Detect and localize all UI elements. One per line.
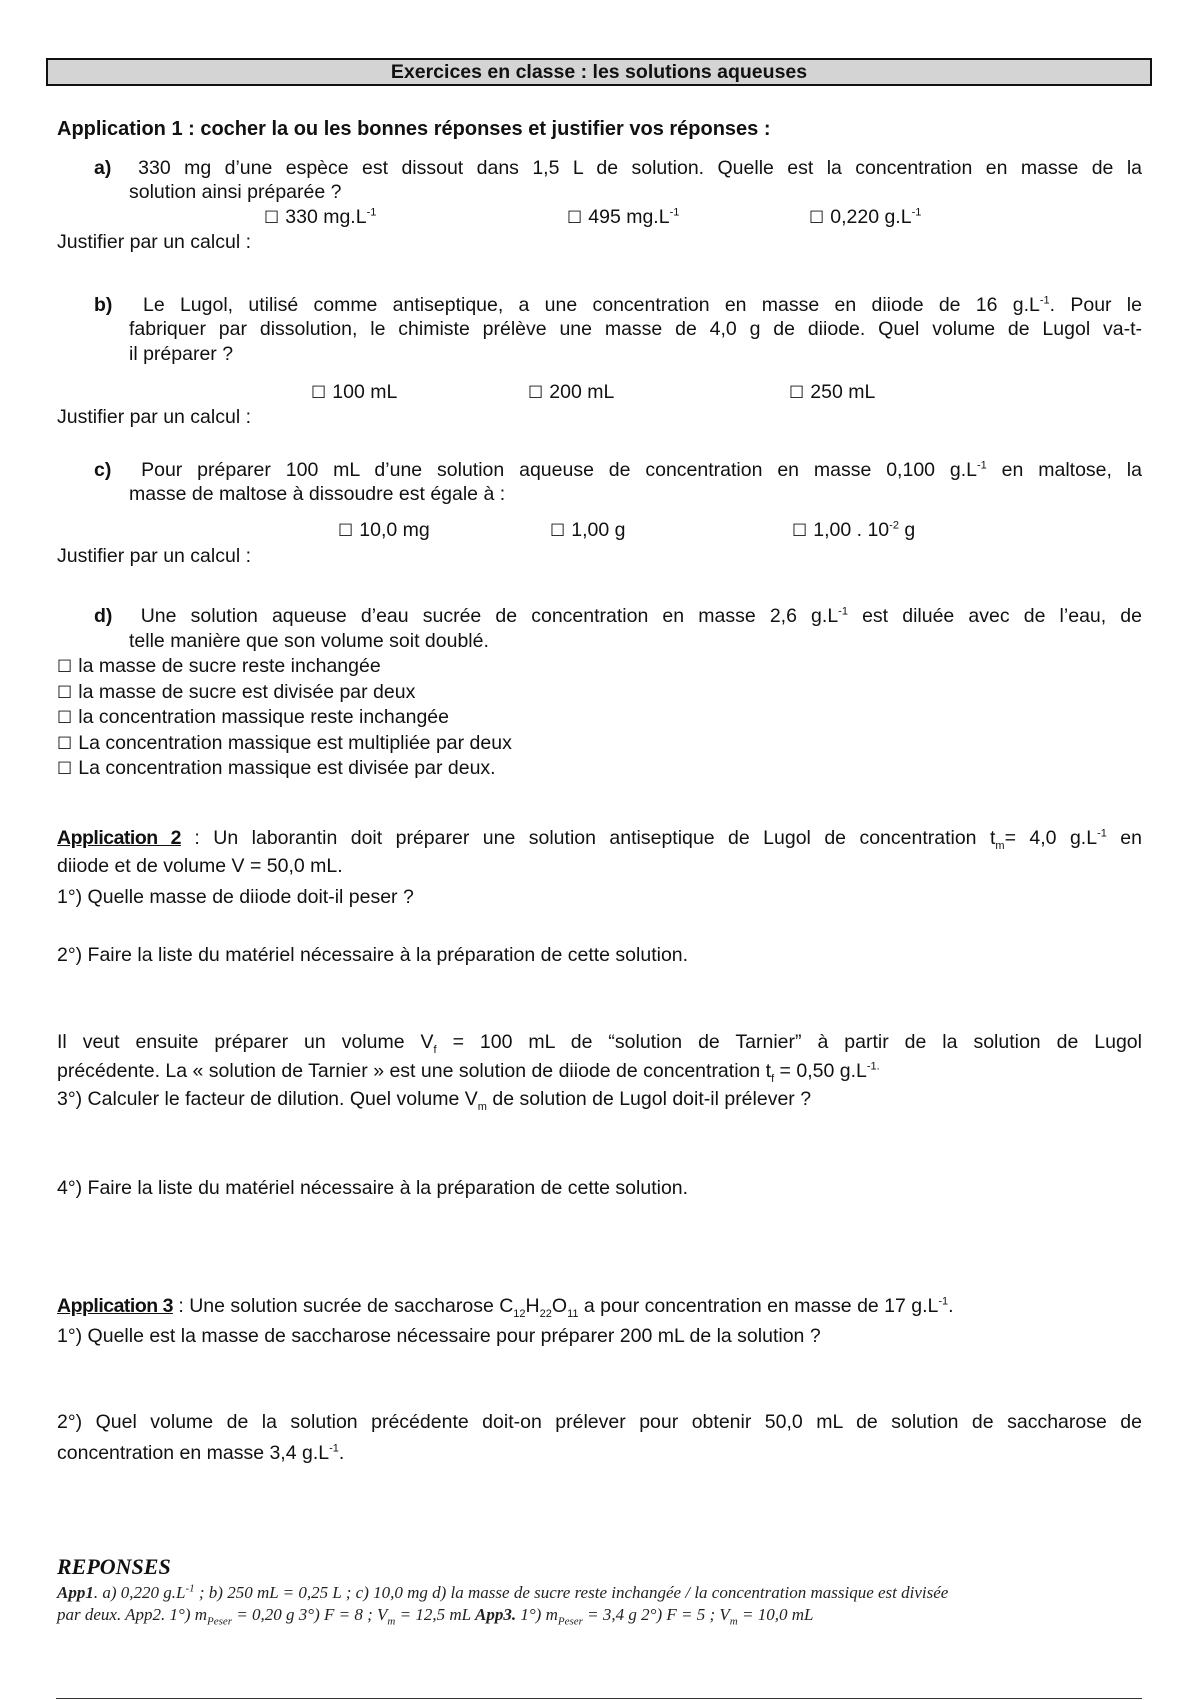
- app2-part2-text2: = 100 mL de “solution de Tarnier” à partir de la solution de Lugol: [436, 1031, 1142, 1053]
- option-a2[interactable]: [567, 205, 679, 230]
- reponses-text7: = 3,4 g 2°) F = 5 ; V: [582, 1605, 730, 1624]
- option-d2-text: la masse de sucre est divisée par deux: [78, 681, 416, 703]
- option-d4-text: La concentration massique est multipliée par deux: [78, 732, 512, 754]
- app2-part2-text: Il veut ensuite préparer un volume V: [57, 1031, 434, 1053]
- exp: -1: [977, 459, 987, 472]
- question-d-text-end: est diluée avec de l’eau, de: [847, 605, 1142, 627]
- app1-heading: Application 1 : cocher la ou les bonnes réponses et justifier vos réponses :: [57, 118, 771, 140]
- exp: -1.: [866, 1060, 880, 1073]
- app2-intro-line1: [57, 826, 1142, 850]
- exp: -1: [838, 605, 848, 618]
- footer-divider: [56, 1698, 1142, 1699]
- question-d-line2: telle manière que son volume soit doublé.: [129, 630, 489, 652]
- justify-c: Justifier par un calcul :: [57, 545, 252, 567]
- app2-part2-line1: [57, 1030, 1142, 1054]
- question-c-text-end: en maltose, la: [986, 459, 1142, 481]
- exp: -1: [1097, 827, 1107, 840]
- option-d5[interactable]: [57, 756, 496, 781]
- question-c-line1: [94, 458, 1142, 482]
- formula-o: O: [551, 1295, 568, 1317]
- exp: -2: [889, 519, 899, 532]
- exp: -1: [366, 206, 377, 219]
- app2-q3-text2: de solution de Lugol doit-il prélever ?: [486, 1088, 812, 1110]
- question-b-line2: fabriquer par dissolution, le chimiste prélève une masse de 4,0 g de diiode. Quel volume de Lugol va-t-: [129, 318, 1142, 340]
- sub: 22: [539, 1307, 552, 1320]
- app2-intro-text: : Un laborantin doit préparer une solution antiseptique de Lugol de concentration t: [180, 827, 996, 849]
- sub: 11: [567, 1307, 579, 1320]
- app3-q2-text: concentration en masse 3,4 g.L: [57, 1442, 330, 1464]
- option-c1[interactable]: [338, 518, 430, 543]
- question-b-line1: [94, 293, 1142, 317]
- option-d5-text: La concentration massique est divisée par deux.: [78, 757, 496, 779]
- app3-q2-line1: 2°) Quel volume de la solution précédente doit-on prélever pour obtenir 50,0 mL de solution de saccharose de: [57, 1411, 1142, 1433]
- reponses-line1: [57, 1582, 948, 1603]
- reponses-text4: = 0,20 g 3°) F = 8 ; V: [232, 1605, 388, 1624]
- option-c3-text: 1,00 . 10: [813, 519, 890, 541]
- exp: -1: [1039, 294, 1050, 307]
- app2-part2-text3: précédente. La « solution de Tarnier » est une solution de diiode de concentration t: [57, 1060, 772, 1082]
- app3-q1: 1°) Quelle est la masse de saccharose nécessaire pour préparer 200 mL de la solution ?: [57, 1325, 821, 1347]
- app2-q2: 2°) Faire la liste du matériel nécessaire à la préparation de cette solution.: [57, 944, 689, 966]
- exp: -1: [938, 1295, 949, 1308]
- reponses-text5: = 12,5 mL: [395, 1605, 476, 1624]
- option-b2[interactable]: [528, 380, 614, 405]
- app3-intro: [57, 1294, 954, 1318]
- option-c2-text: 1,00 g: [571, 519, 626, 541]
- app2-q4: 4°) Faire la liste du matériel nécessaire à la préparation de cette solution.: [57, 1177, 689, 1199]
- option-a1[interactable]: [264, 205, 376, 230]
- option-c2[interactable]: [550, 518, 625, 543]
- sub: f: [771, 1072, 775, 1085]
- question-a-line2: solution ainsi préparée ?: [129, 181, 342, 203]
- option-b3-text: 250 mL: [810, 381, 876, 403]
- option-c1-text: 10,0 mg: [359, 519, 430, 541]
- app2-q1: 1°) Quelle masse de diiode doit-il peser ?: [57, 886, 414, 908]
- app2-intro-line2: diiode et de volume V = 50,0 mL.: [57, 855, 343, 877]
- formula-h: H: [525, 1295, 540, 1317]
- question-a-label: a): [94, 157, 112, 179]
- sub: 12: [513, 1307, 526, 1320]
- question-d-line1: [94, 604, 1142, 628]
- app3-intro-text3: .: [948, 1295, 954, 1317]
- page-title: Exercices en classe : les solutions aqueuses: [46, 58, 1152, 86]
- option-d3-text: la concentration massique reste inchangée: [78, 706, 449, 728]
- sub: f: [433, 1043, 437, 1056]
- sub: Peser: [557, 1615, 583, 1628]
- option-d1-text: la masse de sucre reste inchangée: [78, 655, 381, 677]
- option-b3[interactable]: [789, 380, 875, 405]
- question-b-text-end: . Pour le: [1049, 294, 1142, 316]
- reponses-heading: REPONSES: [57, 1554, 171, 1579]
- app3-label: Application 3: [57, 1295, 173, 1317]
- option-c3-unit: g: [898, 519, 916, 541]
- app2-intro-text2: = 4,0 g.L: [1004, 827, 1098, 849]
- option-a3[interactable]: [809, 205, 921, 230]
- justify-b: Justifier par un calcul :: [57, 406, 252, 428]
- question-b-label: b): [94, 294, 113, 316]
- reponses-text: . a) 0,220 g.L: [93, 1583, 186, 1602]
- option-a3-text: 0,220 g.L: [830, 206, 912, 228]
- question-b-line3: il préparer ?: [129, 343, 234, 365]
- sub: Peser: [207, 1615, 233, 1628]
- sub: m: [729, 1615, 738, 1628]
- app2-part2-text4: = 0,50 g.L: [774, 1060, 867, 1082]
- option-d2[interactable]: [57, 680, 415, 705]
- option-d1[interactable]: [57, 654, 381, 679]
- question-c-label: c): [94, 459, 112, 481]
- reponses-text8: = 10,0 mL: [737, 1605, 814, 1624]
- question-c-text: Pour préparer 100 mL d’une solution aqueuse de concentration en masse 0,100 g.L: [141, 459, 977, 481]
- exp: -1: [329, 1442, 339, 1455]
- sub: m: [387, 1615, 396, 1628]
- option-b1[interactable]: [311, 380, 397, 405]
- option-d3[interactable]: [57, 705, 449, 730]
- app2-part2-line2: [57, 1059, 880, 1083]
- reponses-line2: [57, 1604, 814, 1628]
- app3-q2-text2: .: [338, 1442, 345, 1464]
- app2-label: Application 2: [57, 827, 181, 849]
- option-d4[interactable]: [57, 731, 512, 756]
- reponses-app3-label: App3.: [475, 1605, 517, 1624]
- option-b1-text: 100 mL: [332, 381, 398, 403]
- question-a-text: 330 mg d’une espèce est dissout dans 1,5 L de solution. Quelle est la concentration en masse de la: [138, 157, 1142, 179]
- option-c3[interactable]: [792, 518, 915, 543]
- reponses-text3: par deux. App2. 1°) m: [57, 1605, 208, 1624]
- app2-q3-text: 3°) Calculer le facteur de dilution. Quel volume V: [57, 1088, 478, 1110]
- app3-q2-line2: [57, 1441, 344, 1465]
- question-c-line2: masse de maltose à dissoudre est égale à :: [129, 483, 506, 505]
- reponses-text6: 1°) m: [516, 1605, 558, 1624]
- reponses-app1-label: App1: [57, 1583, 94, 1602]
- sub: m: [995, 839, 1005, 852]
- exp: -1: [911, 206, 922, 219]
- option-a1-text: 330 mg.L: [285, 206, 367, 228]
- question-a-line1: [94, 156, 1142, 180]
- app2-intro-text3: en: [1106, 827, 1142, 849]
- app3-intro-text2: a pour concentration en masse de 17 g.L: [578, 1295, 939, 1317]
- option-a2-text: 495 mg.L: [588, 206, 670, 228]
- question-d-text: Une solution aqueuse d’eau sucrée de concentration en masse 2,6 g.L: [140, 605, 839, 627]
- question-d-label: d): [94, 605, 113, 627]
- sub: m: [477, 1100, 487, 1113]
- option-b2-text: 200 mL: [549, 381, 615, 403]
- exp: -1: [185, 1582, 195, 1595]
- app2-q3: [57, 1087, 811, 1111]
- reponses-text2: ; b) 250 mL = 0,25 L ; c) 10,0 mg d) la masse de sucre reste inchangée / la concentration massique est divisée: [194, 1583, 949, 1602]
- justify-a: Justifier par un calcul :: [57, 231, 252, 253]
- app3-intro-text: : Une solution sucrée de saccharose C: [172, 1295, 514, 1317]
- question-b-text: Le Lugol, utilisé comme antiseptique, a une concentration en masse en diiode de 16 g.L: [142, 294, 1040, 316]
- exp: -1: [669, 206, 680, 219]
